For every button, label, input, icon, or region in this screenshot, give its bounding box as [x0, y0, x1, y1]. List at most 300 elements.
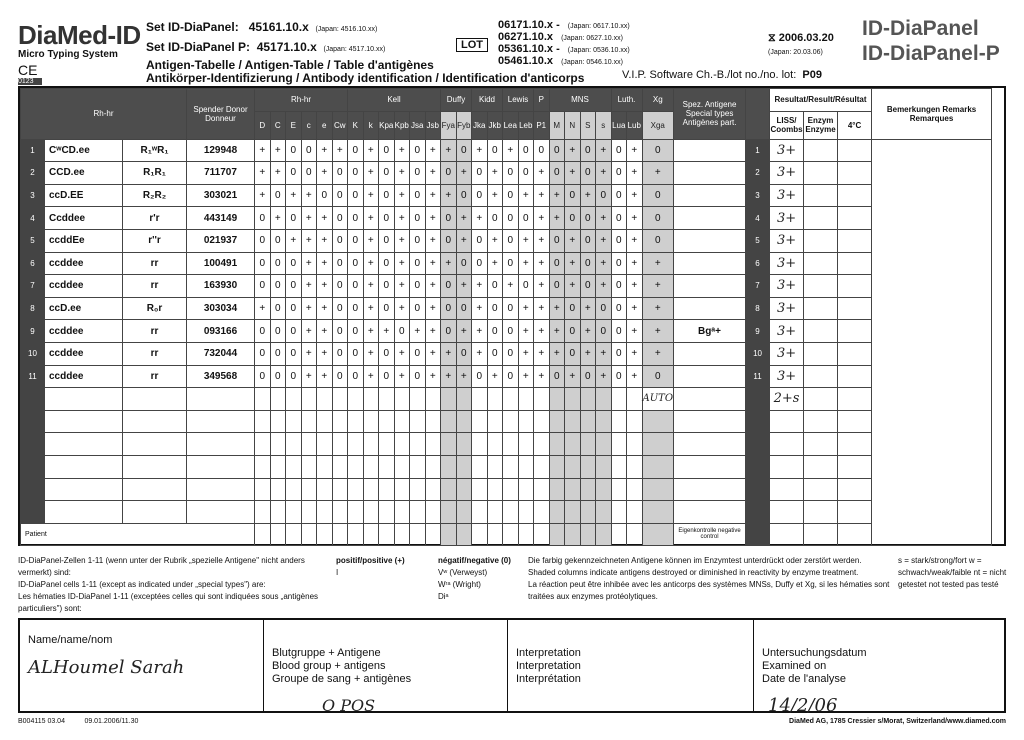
result-enzyme[interactable] [804, 342, 838, 365]
remarks-cell[interactable] [872, 139, 992, 546]
result-enzyme[interactable] [804, 455, 838, 478]
antigen-value [270, 523, 286, 546]
result-4c[interactable] [838, 478, 872, 501]
antigen-value: 0 [580, 162, 596, 185]
result-4c[interactable] [838, 501, 872, 524]
antigen-value [518, 501, 534, 524]
antigen-value: 0 [410, 229, 426, 252]
antigen-value: + [441, 184, 457, 207]
result-liss[interactable]: 3+ [770, 365, 804, 388]
antigen-value [301, 501, 317, 524]
antigen-value: + [270, 162, 286, 185]
antigen-value: + [425, 162, 441, 185]
antigen-value: + [425, 184, 441, 207]
exam-date-field[interactable]: Untersuchungsdatum Examined on Date de l'analyse 14/2/06 [762, 647, 867, 716]
antigen-value [472, 478, 488, 501]
interpretation-field[interactable]: Interpretation Interpretation Interprétation [508, 620, 754, 711]
result-liss[interactable]: 3+ [770, 297, 804, 320]
genotype: R₁ʷR₁ [123, 139, 187, 162]
antigen-value: + [518, 252, 534, 275]
result-subheader: 4°C [838, 111, 872, 139]
antigen-value [503, 388, 519, 411]
result-liss[interactable]: 3+ [770, 207, 804, 230]
antigen-value: 0 [611, 252, 627, 275]
result-enzyme[interactable] [804, 320, 838, 343]
genotype: r'r [123, 207, 187, 230]
antigen-value: + [534, 342, 550, 365]
antigen-value: 0 [379, 162, 395, 185]
legend-negative: négatif/negative (0) Vʷ (Verweyst) Wʳᵃ (Wright) Diᵃ [438, 556, 511, 601]
antigen-value [627, 501, 643, 524]
antigen-value [534, 455, 550, 478]
antigen-value [456, 501, 472, 524]
special-antigen [674, 433, 746, 456]
antigen-header: N [565, 111, 581, 139]
header-group: Lewis [503, 89, 534, 112]
phenotype: ccddee [45, 320, 123, 343]
antigen-value: + [503, 275, 519, 298]
antigen-value: 0 [286, 297, 302, 320]
brand-name: DiaMed-ID [18, 20, 141, 50]
antigen-value: 0 [596, 297, 612, 320]
result-4c[interactable] [838, 162, 872, 185]
antigen-value: 0 [611, 320, 627, 343]
header-num [746, 89, 770, 140]
antigen-value [627, 455, 643, 478]
antigen-value: + [394, 275, 410, 298]
genotype: rr [123, 320, 187, 343]
row-number-right [746, 410, 770, 433]
antigen-value: 0 [580, 229, 596, 252]
lot-numbers: 06171.10.x - (Japan: 0617.10.xx) 06271.10.x (Japan: 0627.10.xx) 05361.10.x - (Japan: 0536.10.xx) 05461.10.x (Japan: 0546.10.xx) [498, 19, 630, 67]
antigen-value: 0 [270, 252, 286, 275]
antigen-value [286, 501, 302, 524]
antigen-value: 0 [348, 139, 364, 162]
antigen-value: + [596, 342, 612, 365]
antigen-value: 0 [348, 252, 364, 275]
result-4c[interactable] [838, 410, 872, 433]
antigen-value: + [534, 207, 550, 230]
row-number-right: 8 [746, 297, 770, 320]
row-number: 4 [21, 207, 45, 230]
antigen-value: + [425, 365, 441, 388]
antigen-value [518, 523, 534, 546]
antigen-value: 0 [410, 365, 426, 388]
antigen-value [596, 523, 612, 546]
antigen-value [332, 478, 348, 501]
antigen-value [503, 433, 519, 456]
antigen-value [348, 478, 364, 501]
antigen-value [348, 501, 364, 524]
antigen-value: + [472, 342, 488, 365]
row-number: 7 [21, 275, 45, 298]
vip-line: V.I.P. Software Ch.-B./lot no./no. lot: P09 [622, 69, 822, 81]
genotype: rr [123, 342, 187, 365]
antigen-value: 0 [518, 139, 534, 162]
antigen-value: + [363, 162, 379, 185]
phenotype: Ccddee [45, 207, 123, 230]
antigen-value: 0 [441, 162, 457, 185]
antigen-value: 0 [503, 252, 519, 275]
antigen-value [379, 478, 395, 501]
genotype [123, 433, 187, 456]
antigen-value [363, 433, 379, 456]
blood-group-field[interactable]: Blutgruppe + Antigene Blood group + antigens Groupe de sang + antigènes O POS [264, 620, 508, 711]
result-liss[interactable] [770, 433, 804, 456]
antigen-value [332, 433, 348, 456]
antigen-value [425, 501, 441, 524]
antigen-value [270, 478, 286, 501]
antigen-value: + [394, 139, 410, 162]
result-liss[interactable] [770, 501, 804, 524]
antigen-value: 0 [565, 342, 581, 365]
result-4c[interactable] [838, 365, 872, 388]
result-enzyme[interactable] [804, 207, 838, 230]
antigen-value: 0 [611, 365, 627, 388]
antigen-value: 0 [255, 320, 271, 343]
antigen-value: + [363, 320, 379, 343]
row-number: 2 [21, 162, 45, 185]
result-liss[interactable]: 3+ [770, 162, 804, 185]
antigen-value: + [518, 184, 534, 207]
antigen-value: 0 [286, 162, 302, 185]
antigen-value: 0 [441, 207, 457, 230]
special-antigen [674, 275, 746, 298]
result-enzyme[interactable] [804, 433, 838, 456]
antigen-value: + [394, 365, 410, 388]
antigen-header: Lub [627, 111, 643, 139]
antigen-value: + [363, 297, 379, 320]
antigen-value: + [487, 252, 503, 275]
brand-sub: Micro Typing System [18, 49, 118, 60]
result-enzyme[interactable] [804, 410, 838, 433]
row-number-right [746, 433, 770, 456]
antigen-value: + [317, 365, 333, 388]
antigen-value [596, 433, 612, 456]
result-liss[interactable] [770, 478, 804, 501]
special-antigen [674, 388, 746, 411]
result-subheader: Enzym Enzyme [804, 111, 838, 139]
header-group: Rh-hr [255, 89, 348, 112]
antigen-value: 0 [456, 297, 472, 320]
result-enzyme[interactable] [804, 139, 838, 162]
row-number-right: 1 [746, 139, 770, 162]
antigen-value: 0 [379, 252, 395, 275]
antigen-value: + [565, 365, 581, 388]
antigen-value [317, 523, 333, 546]
antigen-header: Jsa [410, 111, 426, 139]
antigen-value: + [301, 252, 317, 275]
antigen-value [379, 523, 395, 546]
antigen-value: + [642, 342, 674, 365]
result-4c[interactable] [838, 320, 872, 343]
antigen-value: + [565, 252, 581, 275]
antigen-value [255, 410, 271, 433]
antigen-value [518, 455, 534, 478]
antigen-value: + [487, 184, 503, 207]
antigen-value: + [627, 275, 643, 298]
antigen-value: 0 [596, 184, 612, 207]
result-enzyme[interactable] [804, 162, 838, 185]
donor-id [187, 455, 255, 478]
table-row [21, 501, 992, 524]
legend-abbrev: s = stark/strong/fort w = schwach/weak/faible nt = nicht getestet not tested pas testé [898, 556, 1007, 589]
row-number: 8 [21, 297, 45, 320]
antigen-value [472, 388, 488, 411]
antigen-value: 0 [270, 365, 286, 388]
special-antigen [674, 410, 746, 433]
antigen-header: Kpb [394, 111, 410, 139]
antigen-value: + [456, 207, 472, 230]
antigen-value: 0 [255, 207, 271, 230]
antigen-value: 0 [487, 342, 503, 365]
antigen-value [255, 501, 271, 524]
antigen-value: 0 [611, 207, 627, 230]
antigen-value: + [456, 229, 472, 252]
result-liss[interactable]: 3+ [770, 342, 804, 365]
antigen-value: + [627, 297, 643, 320]
donor-id: 303034 [187, 297, 255, 320]
antigen-value [301, 478, 317, 501]
phenotype: ccD.ee [45, 297, 123, 320]
antigen-value [255, 388, 271, 411]
result-liss[interactable] [770, 455, 804, 478]
result-enzyme[interactable] [804, 275, 838, 298]
antigen-value: 0 [441, 275, 457, 298]
expiry-date: ⧖ 2006.03.20 (Japan: 20.03.06) [768, 32, 834, 56]
antigen-value [580, 433, 596, 456]
row-number [21, 433, 45, 456]
header-group: Duffy [441, 89, 472, 112]
antigen-value: 0 [518, 207, 534, 230]
table-row [21, 139, 992, 162]
antigen-value: + [301, 320, 317, 343]
antigen-value [596, 388, 612, 411]
antigen-value: 0 [286, 320, 302, 343]
antigen-value: + [441, 342, 457, 365]
antigen-value: + [596, 365, 612, 388]
antigen-value [394, 433, 410, 456]
antigen-value: + [487, 162, 503, 185]
header-group: Kell [348, 89, 441, 112]
antigen-value: 0 [565, 297, 581, 320]
header-rhhr: Rh-hr [21, 89, 187, 140]
antigen-value [611, 501, 627, 524]
name-field[interactable]: Name/name/nom ALHoumel Sarah [20, 620, 264, 711]
result-enzyme[interactable] [804, 501, 838, 524]
antigen-value [487, 433, 503, 456]
antigen-value [596, 410, 612, 433]
antigen-value: 0 [611, 342, 627, 365]
antigen-value [379, 501, 395, 524]
antigen-value [487, 501, 503, 524]
result-enzyme[interactable] [804, 297, 838, 320]
antigen-value [611, 455, 627, 478]
antigen-value: 0 [565, 184, 581, 207]
antigen-header: Jsb [425, 111, 441, 139]
result-liss[interactable]: 3+ [770, 229, 804, 252]
phenotype: ccddee [45, 365, 123, 388]
antigen-value: + [472, 139, 488, 162]
special-antigen [674, 207, 746, 230]
antigen-value [348, 523, 364, 546]
legend-positive: positif/positive (+) I [336, 556, 405, 577]
result-liss[interactable]: 3+ [770, 320, 804, 343]
row-number-right: 6 [746, 252, 770, 275]
legend-shading: Die farbig gekennzeichneten Antigene können im Enzymtest unterdrückt oder zerstört werden. Shaded columns indicate antigens destroyed or diminished in reactivity by enzyme treatment. La réaction peut être inhibée avec les anticorps des systèmes MNSs, Duffy et Xg, si les hématies sont traitées aux enzymes protéolytiques. [528, 556, 890, 601]
antigen-value: + [580, 184, 596, 207]
antigen-value: + [518, 320, 534, 343]
negative-control-label: Eigenkontrolle negative control [674, 523, 746, 546]
antigen-value [348, 433, 364, 456]
genotype: R₀r [123, 297, 187, 320]
result-enzyme[interactable] [804, 365, 838, 388]
antigen-value: 0 [549, 365, 565, 388]
antigen-value: 0 [565, 320, 581, 343]
result-4c[interactable] [838, 455, 872, 478]
result-4c[interactable] [838, 229, 872, 252]
antigen-value: 0 [549, 275, 565, 298]
result-4c[interactable] [838, 342, 872, 365]
antigen-value: 0 [332, 342, 348, 365]
result-liss[interactable] [770, 410, 804, 433]
antigen-value: 0 [611, 297, 627, 320]
antigen-value [441, 501, 457, 524]
antigen-value: 0 [348, 275, 364, 298]
antigen-value [627, 388, 643, 411]
antigen-value: 0 [580, 275, 596, 298]
antigen-value [394, 410, 410, 433]
antigen-value [549, 523, 565, 546]
result-enzyme[interactable] [804, 184, 838, 207]
antigen-value [270, 433, 286, 456]
row-number-right: 10 [746, 342, 770, 365]
result-liss[interactable]: 3+ [770, 139, 804, 162]
antigen-value: 0 [286, 252, 302, 275]
antigen-value [503, 455, 519, 478]
antigen-value: 0 [472, 252, 488, 275]
antigen-value [425, 410, 441, 433]
result-4c[interactable] [838, 433, 872, 456]
result-liss[interactable]: 3+ [770, 184, 804, 207]
antigen-value [286, 455, 302, 478]
lot-box: LOT [456, 38, 488, 52]
antigen-value: + [642, 320, 674, 343]
antigen-header: Leb [518, 111, 534, 139]
result-liss[interactable]: 3+ [770, 275, 804, 298]
antigen-value: 0 [410, 275, 426, 298]
ce-mark: CE [18, 62, 38, 78]
antigen-value: + [518, 342, 534, 365]
antigen-value: 0 [410, 252, 426, 275]
antigen-header: Fya [441, 111, 457, 139]
phenotype: CCD.ee [45, 162, 123, 185]
result-cell [770, 523, 804, 546]
result-4c[interactable] [838, 207, 872, 230]
row-number: 1 [21, 139, 45, 162]
antigen-value: 0 [642, 184, 674, 207]
antigen-value: + [642, 162, 674, 185]
result-4c[interactable] [838, 297, 872, 320]
result-enzyme[interactable] [804, 252, 838, 275]
row-number-right: 5 [746, 229, 770, 252]
result-4c[interactable] [838, 275, 872, 298]
donor-id [187, 501, 255, 524]
donor-id: 711707 [187, 162, 255, 185]
antigen-value: 0 [456, 342, 472, 365]
antigen-value: 0 [503, 162, 519, 185]
antigen-header: Lea [503, 111, 519, 139]
antigen-value [611, 410, 627, 433]
header-group: P [534, 89, 550, 112]
antigen-value: + [286, 184, 302, 207]
antigen-value: + [627, 139, 643, 162]
antigen-value: + [301, 342, 317, 365]
result-enzyme[interactable] [804, 229, 838, 252]
result-enzyme[interactable] [804, 388, 838, 411]
phenotype: ccddee [45, 252, 123, 275]
result-4c[interactable] [838, 184, 872, 207]
antigen-value: 0 [270, 320, 286, 343]
antigen-value: + [425, 297, 441, 320]
antigen-value: 0 [255, 342, 271, 365]
antigen-value: + [627, 320, 643, 343]
footer: B004115 03.04 09.01.2006/11.30 DiaMed AG, 1785 Cressier s/Morat, Switzerland/www.diamed.com [18, 718, 1006, 725]
antigen-value [441, 410, 457, 433]
antigen-value: + [596, 139, 612, 162]
antigen-value: 0 [611, 275, 627, 298]
antigen-value [472, 455, 488, 478]
result-liss[interactable]: 2+s [770, 388, 804, 411]
result-enzyme[interactable] [804, 478, 838, 501]
antigen-value: 0 [332, 207, 348, 230]
antigen-value: 0 [611, 229, 627, 252]
antigen-value [534, 501, 550, 524]
phenotype: CʷCD.ee [45, 139, 123, 162]
antigen-value: + [425, 229, 441, 252]
antigen-value: 0 [642, 139, 674, 162]
antigen-value [317, 433, 333, 456]
row-number: 3 [21, 184, 45, 207]
antigen-value: 0 [379, 365, 395, 388]
antigen-value: + [518, 297, 534, 320]
result-4c[interactable] [838, 139, 872, 162]
antigen-value [596, 501, 612, 524]
antigen-value: 0 [348, 229, 364, 252]
antigen-value: 0 [611, 162, 627, 185]
antigen-value [472, 501, 488, 524]
table-row [21, 433, 992, 456]
result-cell [838, 523, 872, 546]
antigen-value [565, 410, 581, 433]
antigen-value [317, 455, 333, 478]
antigen-value [642, 433, 674, 456]
row-number-right [746, 523, 770, 546]
antigen-value: + [534, 365, 550, 388]
antigen-value: + [627, 184, 643, 207]
antigen-value [518, 388, 534, 411]
antigen-value: 0 [255, 365, 271, 388]
phenotype [45, 455, 123, 478]
antigen-value [363, 410, 379, 433]
result-liss[interactable]: 3+ [770, 252, 804, 275]
patient-box [18, 618, 1006, 716]
donor-id: 349568 [187, 365, 255, 388]
result-4c[interactable] [838, 388, 872, 411]
antigen-value: 0 [301, 162, 317, 185]
result-4c[interactable] [838, 252, 872, 275]
set-line-2: Set ID-DiaPanel P: 45171.10.x (Japan: 4517.10.xx) [146, 40, 386, 54]
